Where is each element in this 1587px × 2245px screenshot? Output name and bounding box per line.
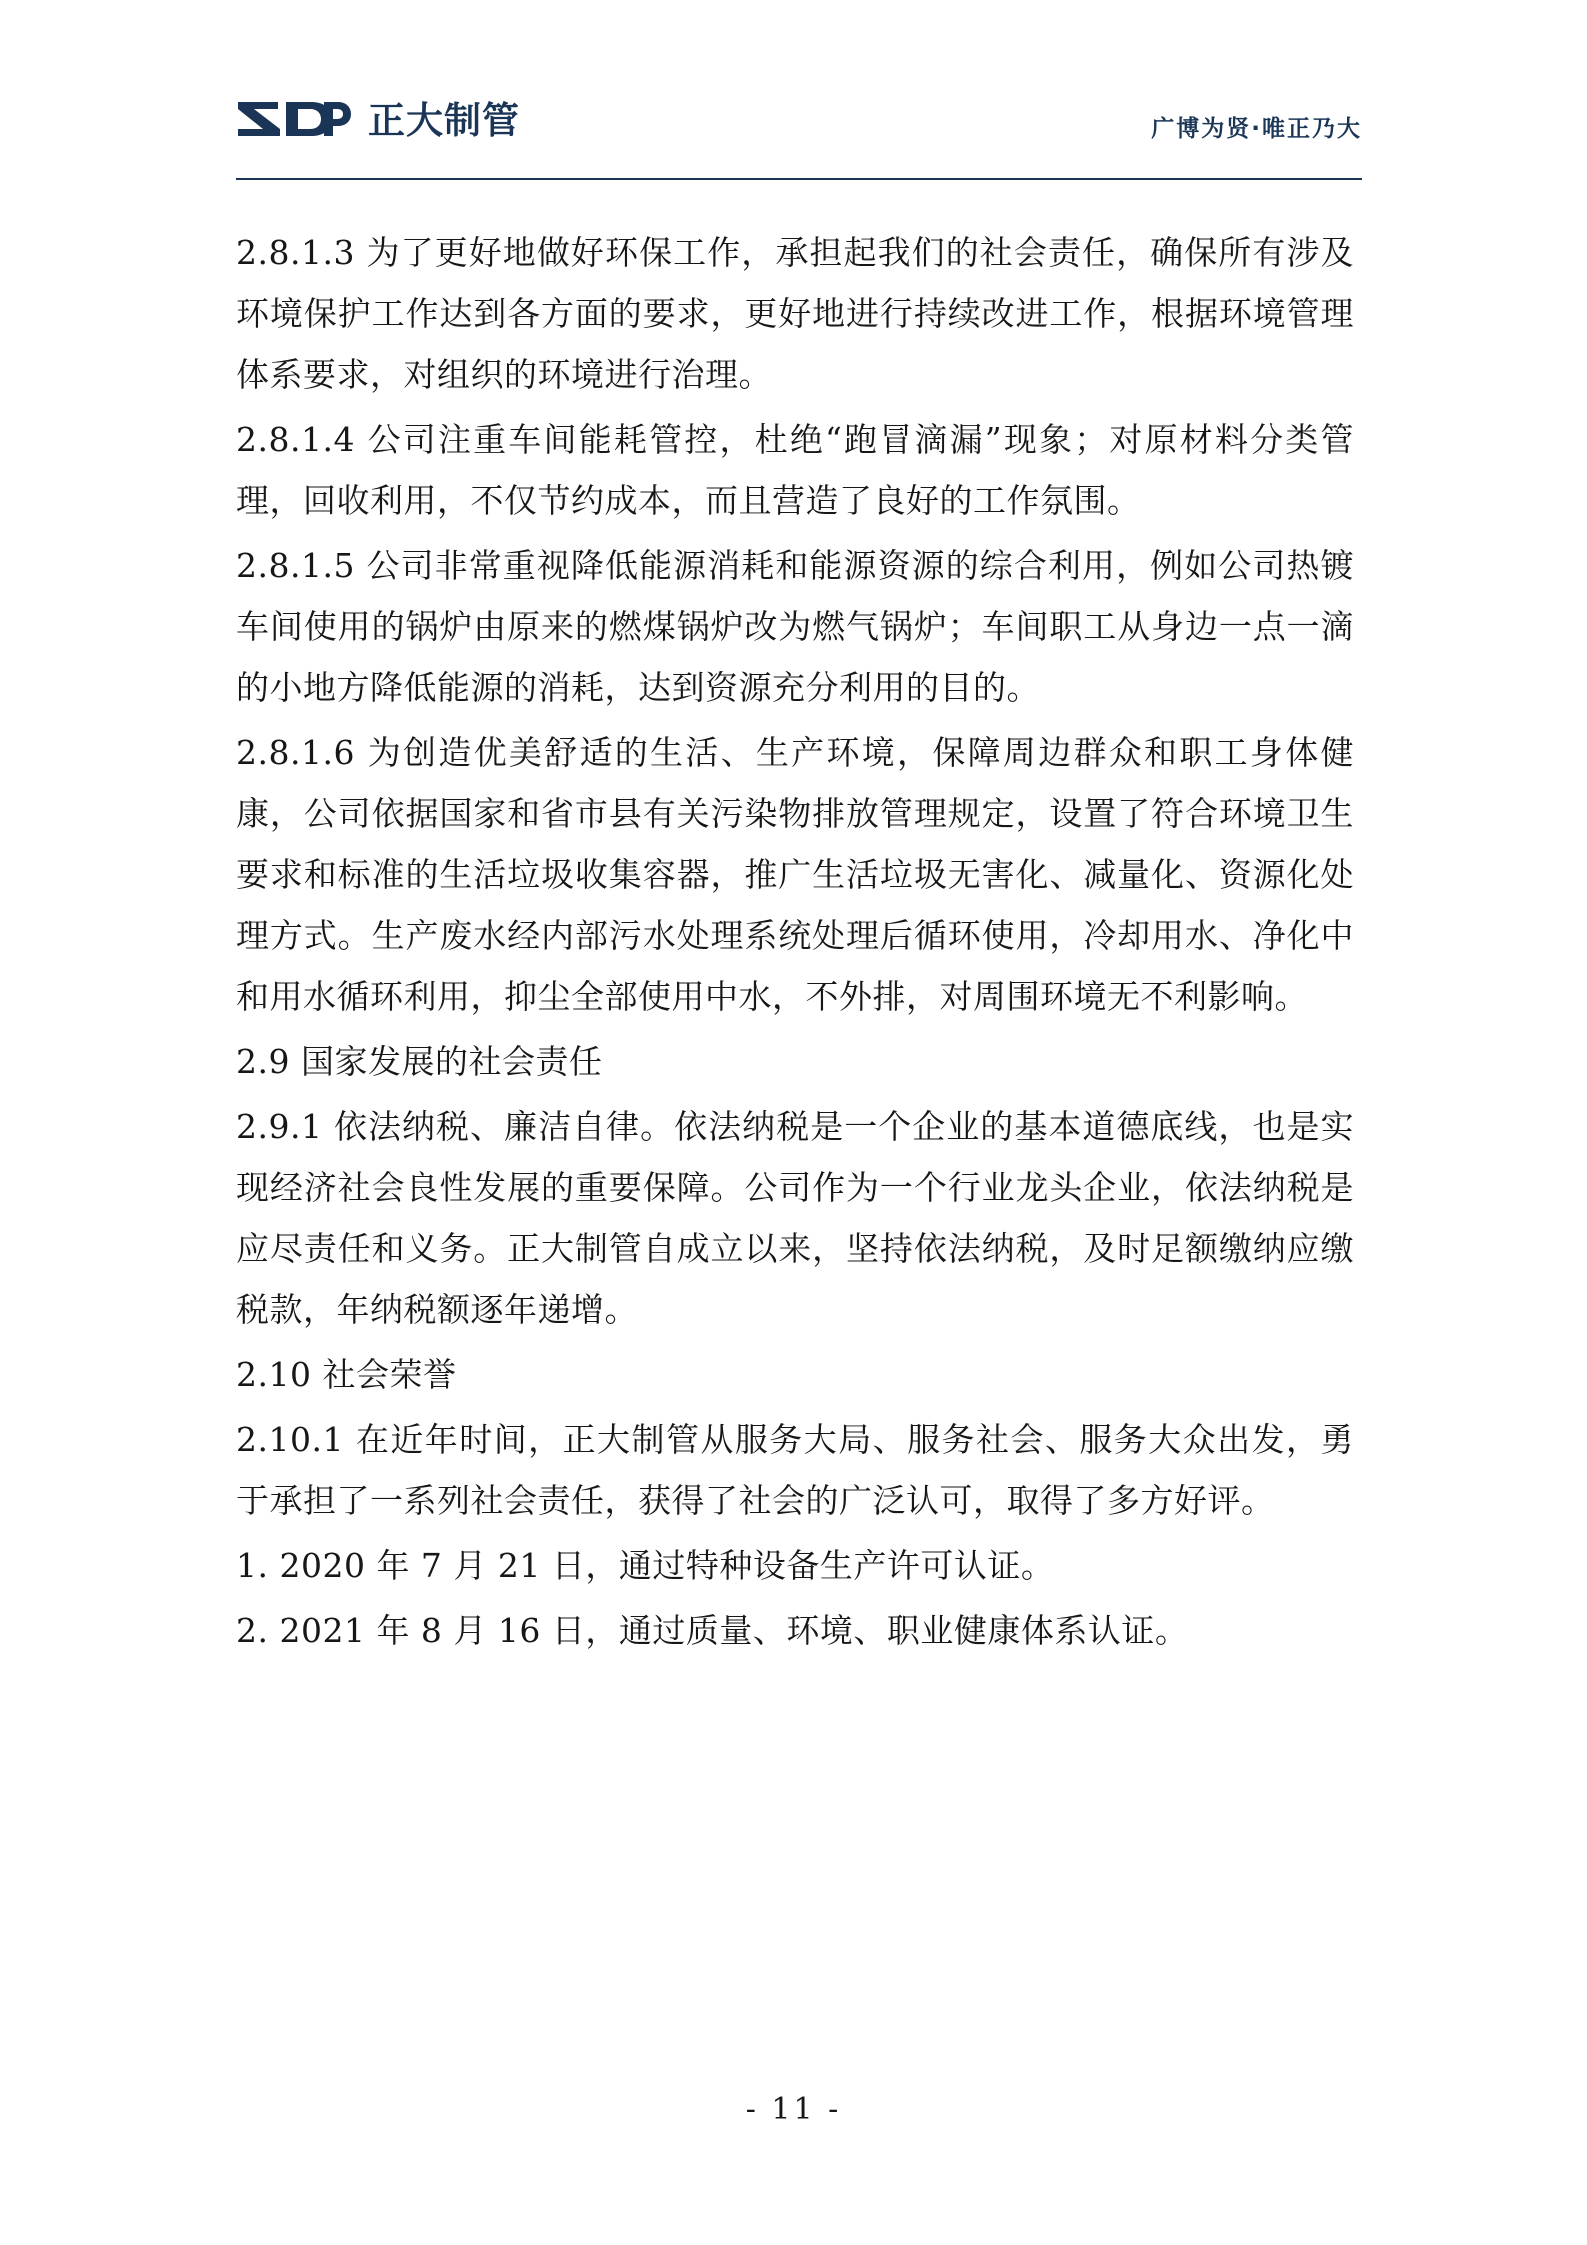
section-heading: 2.10 社会荣誉 (236, 1355, 457, 1394)
paragraph: 2.8.1.3 为了更好地做好环保工作，承担起我们的社会责任，确保所有涉及环境保护工作达到各方面的要求，更好地进行持续改进工作，根据环境管理体系要求，对组织的环境进行治理。 (236, 233, 1354, 394)
paragraph: 2.8.1.4 公司注重车间能耗管控，杜绝“跑冒滴漏”现象；对原材料分类管理，回收利用，不仅节约成本，而且营造了良好的工作氛围。 (236, 420, 1354, 520)
paragraph: 2.10.1 在近年时间，正大制管从服务大局、服务社会、服务大众出发，勇于承担了一系列社会责任，获得了社会的广泛认可，取得了多方好评。 (236, 1420, 1354, 1520)
page-header (236, 96, 1362, 166)
company-logo (236, 96, 520, 147)
page-number: - 11 - (745, 2092, 842, 2127)
paragraph: 2.8.1.6 为创造优美舒适的生活、生产环境，保障周边群众和职工身体健康，公司依据国家和省市县有关污染物排放管理规定，设置了符合环境卫生要求和标准的生活垃圾收集容器，推广生活垃圾无害化、减量化、资源化处理方式。生产废水经内部污水处理系统处理后循环使用，冷却用水、净化中和用水循环利用，抑尘全部使用中水，不外排，对周围环境无不利影响。 (236, 733, 1354, 1016)
paragraph: 2.8.1.5 公司非常重视降低能源消耗和能源资源的综合利用，例如公司热镀车间使用的锅炉由原来的燃煤锅炉改为燃气锅炉；车间职工从身边一点一滴的小地方降低能源的消耗，达到资源充分利用的目的。 (236, 546, 1354, 707)
document-body (236, 222, 1354, 1665)
company-slogan: 广博为贤·唯正乃大 (1151, 116, 1362, 142)
zdp-logo-icon (236, 96, 354, 147)
list-item: 1. 2020 年 7 月 21 日，通过特种设备生产许可认证。 (236, 1546, 1055, 1585)
brand-name: 正大制管 (368, 99, 520, 142)
list-item: 2. 2021 年 8 月 16 日，通过质量、环境、职业健康体系认证。 (236, 1611, 1189, 1650)
section-heading: 2.9 国家发展的社会责任 (236, 1042, 603, 1081)
header-divider (236, 178, 1362, 180)
paragraph: 2.9.1 依法纳税、廉洁自律。依法纳税是一个企业的基本道德底线，也是实现经济社会良性发展的重要保障。公司作为一个行业龙头企业，依法纳税是应尽责任和义务。正大制管自成立以来，坚持依法纳税，及时足额缴纳应缴税款，年纳税额逐年递增。 (236, 1107, 1354, 1329)
